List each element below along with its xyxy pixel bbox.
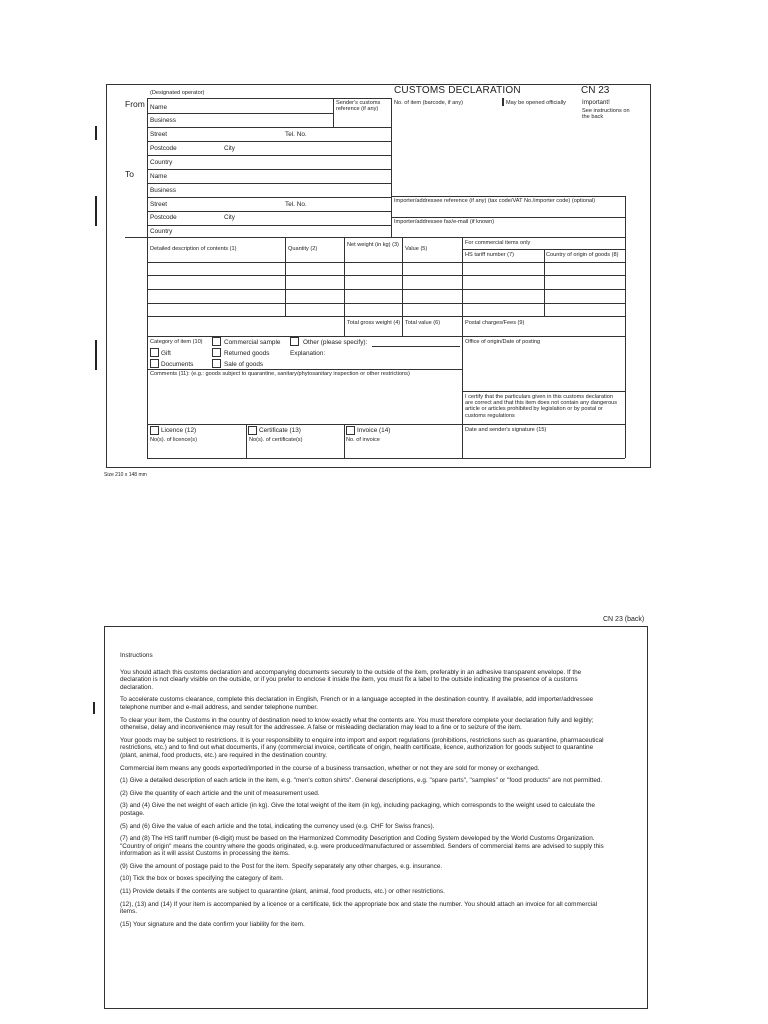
table-col [285, 237, 286, 316]
invoice-number[interactable]: No. of invoice [346, 437, 380, 443]
form-bottom [147, 458, 625, 459]
certify-top [462, 391, 625, 392]
certificate-numbers[interactable]: No(s). of certificate(s) [249, 437, 303, 443]
designated-operator: (Designated operator) [150, 90, 205, 96]
table-row-line [147, 275, 625, 276]
from-country[interactable]: Country [150, 159, 173, 166]
commercial-sample-checkbox[interactable] [212, 337, 221, 346]
instructions-heading: Instructions [120, 652, 153, 659]
sender-customs-ref[interactable]: Sender's customs reference (if any) [336, 100, 381, 113]
commercial-only: For commercial items only [465, 240, 531, 246]
from-tel[interactable]: Tel. No. [285, 131, 307, 138]
col-quantity: Quantity (2) [288, 246, 318, 252]
certify-text: I certify that the particulars given in this customs declaration are correct and that this item does not contain any dangerous article or articles prohibited by legislation or by postal or customs regulations [465, 394, 618, 419]
returned-goods-label: Returned goods [224, 350, 270, 357]
margin-bar [95, 340, 97, 370]
to-postcode[interactable]: Postcode [150, 214, 177, 221]
licence-checkbox[interactable] [150, 426, 159, 435]
address-line [147, 169, 392, 170]
important-label: Important! [582, 99, 610, 106]
address-line [147, 113, 334, 114]
address-left-edge [147, 98, 148, 238]
instruction-paragraph: Commercial item means any goods exported/imported in the course of a business transaction, whether or not they are sold for money or exchanged. [120, 764, 540, 772]
instruction-paragraph: To clear your item, the Customs in the country of destination need to know exactly what the contents are. You must therefore complete your declaration fully and legibly; otherwise, delay and inconvenience may result for the addressee. A false or misleading declaration may lead to a fine or to seizure of the item. [120, 716, 594, 732]
sender-ref-divider [333, 98, 334, 127]
may-be-opened: May be opened officially [506, 100, 566, 106]
from-city[interactable]: City [224, 145, 236, 152]
margin-bar [93, 702, 95, 714]
table-col [544, 249, 545, 316]
to-country[interactable]: Country [150, 228, 173, 235]
commercial-sample-label: Commercial sample [224, 339, 281, 346]
instruction-paragraph: To accelerate customs clearance, complete this declaration in English, French or in a language accepted in the destination country. If available, add importer/addressee telephone number and e-mail address, and sender telephone number. [120, 696, 594, 711]
importer-line [391, 196, 625, 197]
table-row-line [147, 303, 625, 304]
table-col [402, 237, 403, 336]
total-value[interactable]: Total value (6) [405, 320, 441, 326]
table-row-line [147, 289, 625, 290]
importer-right [625, 196, 626, 238]
address-line [147, 197, 392, 198]
table-col [344, 237, 345, 336]
invoice-checkbox[interactable] [346, 426, 355, 435]
invoice-label: Invoice (14) [357, 427, 391, 434]
to-street[interactable]: Street [150, 201, 168, 208]
instruction-paragraph: (11) Provide details if the contents are subject to quarantine (plant, animal, food products, etc.) or other restrictions. [120, 888, 445, 896]
from-business[interactable]: Business [150, 117, 176, 124]
back-code: CN 23 (back) [603, 616, 645, 623]
address-line [147, 155, 392, 156]
address-line [147, 98, 392, 99]
form-title: CUSTOMS DECLARATION [394, 85, 521, 96]
instruction-paragraph: (15) Your signature and the date confirm your liability for the item. [120, 920, 305, 928]
from-name[interactable]: Name [150, 104, 168, 111]
total-gross-weight[interactable]: Total gross weight (4) [347, 320, 401, 326]
from-street[interactable]: Street [150, 131, 168, 138]
see-instructions: See instructions on the back [582, 108, 630, 121]
instruction-paragraph: You should attach this customs declaration and accompanying documents securely to the outside of the item, preferably in an adhesive transparent envelope. If the declaration is not clearly visible on the outside, or if you prefer to enclose it inside the item, you must fix a label to the outside indicating the presence of a customs declaration. [120, 668, 582, 691]
instruction-paragraph: (3) and (4) Give the net weight of each article (in kg). Give the total weight of the item (in kg), including packaging, which corresponds to the weight used to calculate the postage. [120, 802, 595, 817]
sender-signature[interactable]: Date and sender's signature (15) [465, 427, 547, 433]
address-line [147, 183, 392, 184]
certificate-label: Certificate (13) [259, 427, 301, 434]
postal-charges[interactable]: Postal charges/Fees (9) [465, 320, 525, 326]
licence-col [344, 424, 345, 458]
to-city[interactable]: City [224, 214, 236, 221]
item-number-label[interactable]: No. of item (barcode, if any) [394, 100, 464, 106]
col-value: Value (5) [405, 246, 428, 252]
licence-label: Licence (12) [161, 427, 197, 434]
col-hs-tariff: HS tariff number (7) [465, 252, 515, 258]
licence-row-top [147, 424, 625, 425]
instruction-paragraph: Your goods may be subject to restrictions. It is your responsibility to enquire into import and export regulations (prohibitions, restrictions such as quarantine, pharmaceutical restrictions, etc.) and to find out what documents, if any (commercial invoice, certificate of origin, health certificate, licence, authorization for goods subject to quarantine (plant, animal, food products, etc.) are required in the destination country. [120, 736, 604, 759]
instruction-paragraph: (1) Give a detailed description of each article in the item, e.g. "men's cotton shirts". General descriptions, e.g. "spare parts", "samples" or "food products" are not permitted. [120, 777, 603, 785]
address-line [147, 225, 392, 226]
licence-numbers[interactable]: No(s). of licence(s) [150, 437, 197, 443]
to-label: To [125, 169, 134, 179]
gift-label: Gift [161, 350, 171, 357]
table-right [625, 237, 626, 458]
table-top [125, 237, 625, 238]
other-label: Other (please specify): [303, 339, 368, 346]
size-note: Size 210 x 148 mm [104, 472, 147, 478]
address-line [147, 141, 392, 142]
margin-bar [95, 126, 97, 140]
instruction-paragraph: (12), (13) and (14) If your item is accompanied by a licence or a certificate, tick the appropriate box and state the number. You should attach an invoice for all commercial items. [120, 900, 598, 916]
importer-contact[interactable]: Importer/addressee fax/e-mail (if known) [394, 219, 495, 225]
barcode-marker [502, 98, 504, 106]
comments-label[interactable]: Comments (11): (e.g.: goods subject to quarantine, sanitary/phytosanitary inspection or other restrictions) [150, 371, 410, 377]
col-description: Detailed description of contents (1) [150, 246, 237, 252]
address-line [147, 211, 392, 212]
other-specify-line [372, 346, 460, 347]
instruction-paragraph: (7) and (8) The HS tariff number (6-digit) must be based on the Harmonized Commodity Description and Coding System developed by the World Customs Organization. "Country of origin" means the country where the goods originated, e.g. were produced/manufactured or assembled. Senders of commercial items are advised to supply this information as it will assist Customs in processing the items. [120, 835, 604, 858]
returned-goods-checkbox[interactable] [212, 348, 221, 357]
from-postcode[interactable]: Postcode [150, 145, 177, 152]
licence-col [246, 424, 247, 458]
instruction-paragraph: (2) Give the quantity of each article and the unit of measurement used. [120, 789, 320, 797]
comments-top [147, 369, 462, 370]
to-tel[interactable]: Tel. No. [285, 201, 307, 208]
margin-bar [95, 196, 97, 226]
sale-of-goods-label: Sale of goods [224, 361, 264, 368]
address-line [147, 127, 392, 128]
col-country-origin: Country of origin of goods (8) [546, 252, 619, 258]
instruction-paragraph: (5) and (6) Give the value of each article and the total, indicating the currency used (e.g. CHF for Swiss francs). [120, 822, 435, 830]
instruction-paragraph: (10) Tick the box or boxes specifying the category of item. [120, 875, 284, 883]
col-net-weight: Net weight (in kg) (3) [347, 242, 399, 248]
gift-checkbox[interactable] [150, 348, 159, 357]
form-code: CN 23 [581, 85, 610, 96]
explanation-label: Explanation: [290, 350, 326, 357]
to-name[interactable]: Name [150, 173, 168, 180]
to-business[interactable]: Business [150, 187, 176, 194]
instructions [120, 652, 608, 933]
table-row-line [147, 316, 625, 317]
office-of-origin[interactable]: Office of origin/Date of posting [465, 339, 541, 345]
documents-label: Documents [161, 361, 194, 368]
documents-checkbox[interactable] [150, 359, 159, 368]
table-header-bottom [147, 262, 625, 263]
importer-line [391, 217, 625, 218]
sale-of-goods-checkbox[interactable] [212, 359, 221, 368]
category-label: Category of item (10) [150, 339, 203, 345]
instruction-paragraph: (9) Give the amount of postage paid to the Post for the item. Specify separately any other charges, e.g. insurance. [120, 862, 443, 870]
importer-reference[interactable]: Importer/addressee reference (if any) (tax code/VAT No./importer code) (optional) [394, 198, 596, 204]
certificate-checkbox[interactable] [248, 426, 257, 435]
from-label: From [125, 99, 145, 109]
other-checkbox[interactable] [290, 337, 299, 346]
